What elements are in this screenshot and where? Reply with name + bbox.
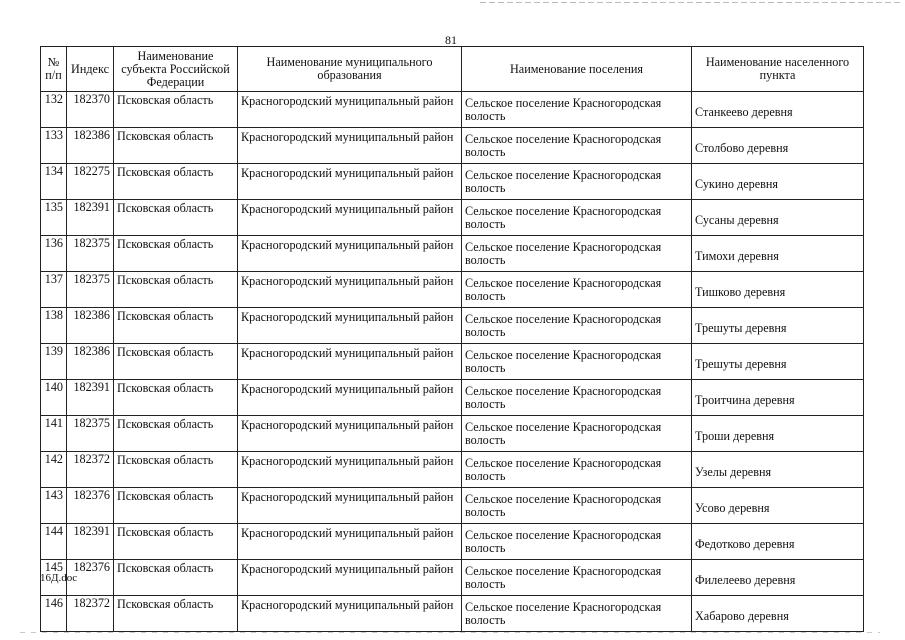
cell-subject: Псковская область — [114, 524, 238, 560]
header-number: № п/п — [41, 47, 67, 92]
cell-municipality: Красногородский муниципальный район — [238, 524, 462, 560]
cell-subject: Псковская область — [114, 452, 238, 488]
cell-number: 146 — [41, 596, 67, 632]
cell-settlement: Сельское поселение Красногородская волость — [462, 380, 692, 416]
cell-settlement: Сельское поселение Красногородская волость — [462, 596, 692, 632]
settlements-table — [40, 46, 864, 632]
scan-artifact-bottom — [20, 632, 880, 633]
header-settlement: Наименование поселения — [462, 47, 692, 92]
cell-locality: Трешуты деревня — [692, 344, 864, 380]
cell-index: 182391 — [67, 200, 114, 236]
cell-number: 138 — [41, 308, 67, 344]
header-municipality: Наименование муниципального образования — [238, 47, 462, 92]
cell-locality: Тишково деревня — [692, 272, 864, 308]
cell-settlement: Сельское поселение Красногородская волость — [462, 560, 692, 596]
cell-index: 182386 — [67, 308, 114, 344]
cell-number: 133 — [41, 128, 67, 164]
header-locality: Наименование населенного пункта — [692, 47, 864, 92]
cell-index: 182375 — [67, 416, 114, 452]
cell-municipality: Красногородский муниципальный район — [238, 236, 462, 272]
table-row — [41, 272, 864, 308]
cell-locality: Усово деревня — [692, 488, 864, 524]
cell-settlement: Сельское поселение Красногородская волость — [462, 128, 692, 164]
cell-settlement: Сельское поселение Красногородская волость — [462, 344, 692, 380]
cell-index: 182391 — [67, 380, 114, 416]
cell-settlement: Сельское поселение Красногородская волость — [462, 452, 692, 488]
cell-municipality: Красногородский муниципальный район — [238, 164, 462, 200]
cell-number: 136 — [41, 236, 67, 272]
cell-municipality: Красногородский муниципальный район — [238, 200, 462, 236]
cell-settlement: Сельское поселение Красногородская волость — [462, 164, 692, 200]
cell-subject: Псковская область — [114, 92, 238, 128]
cell-subject: Псковская область — [114, 344, 238, 380]
cell-number: 143 — [41, 488, 67, 524]
cell-number: 137 — [41, 272, 67, 308]
cell-locality: Сусаны деревня — [692, 200, 864, 236]
table-row — [41, 308, 864, 344]
cell-municipality: Красногородский муниципальный район — [238, 92, 462, 128]
cell-locality: Троитчина деревня — [692, 380, 864, 416]
cell-number: 144 — [41, 524, 67, 560]
table-row — [41, 416, 864, 452]
cell-index: 182372 — [67, 596, 114, 632]
table-row — [41, 452, 864, 488]
cell-number: 140 — [41, 380, 67, 416]
table-header-row — [41, 47, 864, 92]
cell-subject: Псковская область — [114, 416, 238, 452]
cell-settlement: Сельское поселение Красногородская волость — [462, 488, 692, 524]
page-number: 81 — [445, 33, 457, 47]
cell-index: 182386 — [67, 344, 114, 380]
cell-number: 134 — [41, 164, 67, 200]
cell-locality: Трешуты деревня — [692, 308, 864, 344]
table-row — [41, 524, 864, 560]
header-index: Индекс — [67, 47, 114, 92]
cell-locality: Сукино деревня — [692, 164, 864, 200]
cell-municipality: Красногородский муниципальный район — [238, 272, 462, 308]
table-row — [41, 380, 864, 416]
cell-locality: Федотково деревня — [692, 524, 864, 560]
cell-locality: Столбово деревня — [692, 128, 864, 164]
table-row — [41, 344, 864, 380]
cell-number: 132 — [41, 92, 67, 128]
cell-municipality: Красногородский муниципальный район — [238, 452, 462, 488]
cell-subject: Псковская область — [114, 236, 238, 272]
table-row — [41, 164, 864, 200]
cell-municipality: Красногородский муниципальный район — [238, 560, 462, 596]
cell-locality: Троши деревня — [692, 416, 864, 452]
cell-settlement: Сельское поселение Красногородская волость — [462, 272, 692, 308]
cell-settlement: Сельское поселение Красногородская волость — [462, 308, 692, 344]
cell-index: 182375 — [67, 272, 114, 308]
cell-municipality: Красногородский муниципальный район — [238, 344, 462, 380]
cell-settlement: Сельское поселение Красногородская волость — [462, 524, 692, 560]
cell-settlement: Сельское поселение Красногородская волость — [462, 416, 692, 452]
cell-index: 182370 — [67, 92, 114, 128]
cell-locality: Тимохи деревня — [692, 236, 864, 272]
footer-filename: 16Д.doc — [40, 572, 78, 584]
cell-locality: Хабарово деревня — [692, 596, 864, 632]
cell-index: 182386 — [67, 128, 114, 164]
cell-subject: Псковская область — [114, 200, 238, 236]
cell-municipality: Красногородский муниципальный район — [238, 488, 462, 524]
table-row — [41, 488, 864, 524]
cell-index: 182372 — [67, 452, 114, 488]
cell-subject: Псковская область — [114, 272, 238, 308]
cell-settlement: Сельское поселение Красногородская волость — [462, 200, 692, 236]
table-row — [41, 92, 864, 128]
cell-municipality: Красногородский муниципальный район — [238, 308, 462, 344]
cell-index: 182376 — [67, 560, 114, 596]
scan-artifact-top — [480, 2, 900, 3]
cell-index: 182375 — [67, 236, 114, 272]
cell-index: 182391 — [67, 524, 114, 560]
table-row — [41, 128, 864, 164]
table-row — [41, 236, 864, 272]
cell-number: 135 — [41, 200, 67, 236]
cell-subject: Псковская область — [114, 488, 238, 524]
cell-municipality: Красногородский муниципальный район — [238, 380, 462, 416]
cell-number: 139 — [41, 344, 67, 380]
cell-locality: Станкеево деревня — [692, 92, 864, 128]
cell-settlement: Сельское поселение Красногородская волость — [462, 236, 692, 272]
cell-number: 145 — [41, 560, 67, 596]
cell-index: 182275 — [67, 164, 114, 200]
table-row — [41, 596, 864, 632]
cell-settlement: Сельское поселение Красногородская волость — [462, 92, 692, 128]
cell-municipality: Красногородский муниципальный район — [238, 416, 462, 452]
cell-locality: Узелы деревня — [692, 452, 864, 488]
cell-subject: Псковская область — [114, 164, 238, 200]
cell-index: 182376 — [67, 488, 114, 524]
cell-number: 141 — [41, 416, 67, 452]
table-row — [41, 560, 864, 596]
cell-subject: Псковская область — [114, 596, 238, 632]
cell-subject: Псковская область — [114, 308, 238, 344]
table-body — [41, 92, 864, 632]
cell-municipality: Красногородский муниципальный район — [238, 128, 462, 164]
cell-number: 142 — [41, 452, 67, 488]
table-row — [41, 200, 864, 236]
cell-locality: Филелеево деревня — [692, 560, 864, 596]
cell-municipality: Красногородский муниципальный район — [238, 596, 462, 632]
cell-subject: Псковская область — [114, 560, 238, 596]
cell-subject: Псковская область — [114, 128, 238, 164]
cell-subject: Псковская область — [114, 380, 238, 416]
header-subject: Наименование субъекта Российской Федерации — [114, 47, 238, 92]
